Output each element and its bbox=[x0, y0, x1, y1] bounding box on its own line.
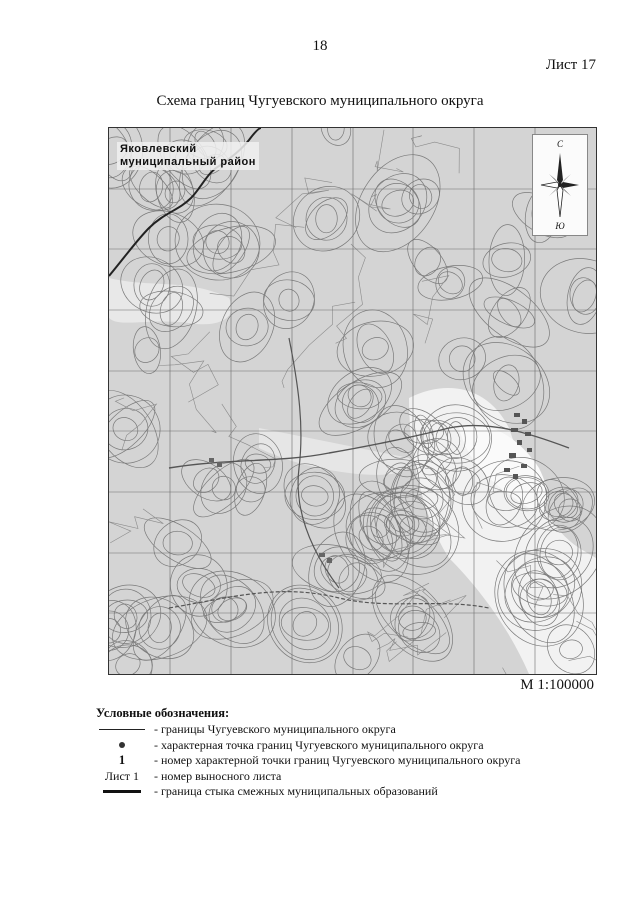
south-letter: Ю bbox=[555, 221, 565, 231]
compass-rose-icon bbox=[533, 135, 587, 235]
legend-item-text: - номер выносного листа bbox=[154, 768, 282, 783]
legend-item bbox=[96, 722, 616, 738]
legend-symbol-sheet-text: Лист 1 bbox=[104, 768, 140, 783]
topographic-map bbox=[108, 127, 597, 675]
legend-title: Условные обозначения: bbox=[96, 706, 230, 720]
map-scale: М 1:100000 bbox=[520, 677, 594, 693]
region-label-line2: муниципальный район bbox=[120, 156, 256, 168]
legend-item-text: - характерная точка границ Чугуевского муниципального округа bbox=[154, 737, 484, 752]
map-title: Схема границ Чугуевского муниципального округа bbox=[156, 93, 484, 109]
legend-symbol-thin-line bbox=[96, 729, 148, 730]
region-label-line1: Яковлевский bbox=[120, 143, 197, 155]
legend-item bbox=[96, 753, 616, 769]
north-arrow bbox=[532, 134, 588, 236]
legend-item bbox=[96, 784, 616, 800]
legend-symbol-number bbox=[96, 753, 148, 768]
north-letter: С bbox=[556, 139, 563, 149]
page-number: 18 bbox=[312, 38, 328, 54]
legend-item-text: - граница стыка смежных муниципальных образований bbox=[154, 784, 438, 799]
legend bbox=[96, 706, 616, 800]
sheet-label: Лист 17 bbox=[545, 57, 596, 73]
legend-symbol-number-text: 1 bbox=[118, 753, 126, 768]
legend-item-text: - номер характерной точки границ Чугуевского муниципального округа bbox=[154, 753, 521, 768]
legend-symbol-dot bbox=[96, 742, 148, 748]
legend-item bbox=[96, 769, 616, 785]
region-label bbox=[117, 142, 259, 170]
legend-item-text: - границы Чугуевского муниципального округа bbox=[154, 722, 396, 737]
legend-symbol-thick-line bbox=[96, 790, 148, 793]
legend-symbol-sheet bbox=[96, 769, 148, 784]
map-canvas bbox=[109, 128, 596, 674]
legend-item bbox=[96, 738, 616, 754]
